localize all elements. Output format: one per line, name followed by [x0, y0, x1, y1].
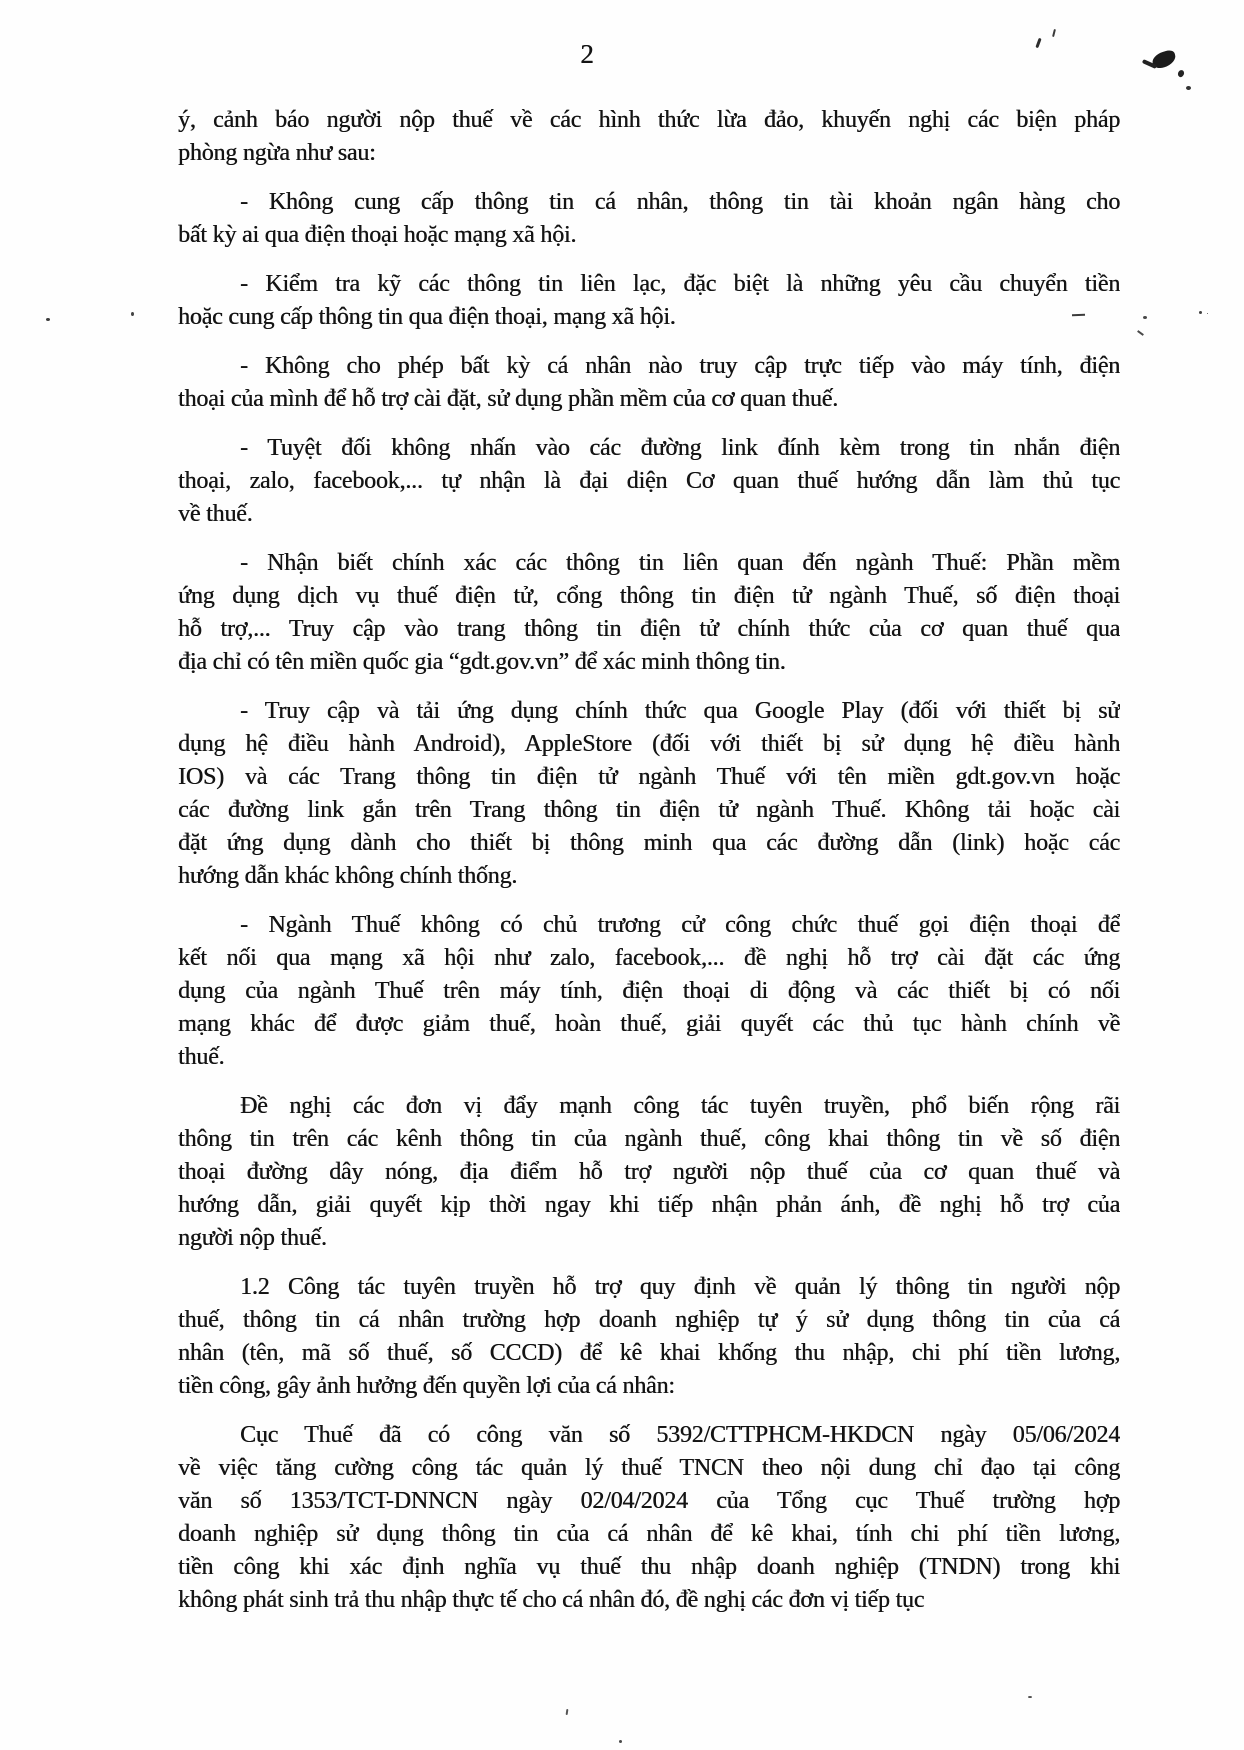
text-line: đặt ứng dụng dành cho thiết bị thông minh qua các đường dẫn (link) hoặc các — [178, 830, 1120, 856]
text-line: hướng dẫn khác không chính thống. — [178, 863, 518, 889]
text-line: Đề nghị các đơn vị đẩy mạnh công tác tuyên truyền, phổ biến rộng rãi — [240, 1093, 1120, 1119]
text-line: bất kỳ ai qua điện thoại hoặc mạng xã hội. — [178, 222, 577, 248]
text-line: - Tuyệt đối không nhấn vào các đường link đính kèm trong tin nhắn điện — [240, 435, 1120, 461]
paragraph — [178, 1419, 1120, 1617]
text-line: dụng hệ điều hành Android), AppleStore (đối với thiết bị sử dụng hệ điều hành — [178, 731, 1120, 757]
paragraph — [178, 104, 1120, 170]
text-line: phòng ngừa như sau: — [178, 140, 376, 166]
text-line: thông tin trên các kênh thông tin của ngành thuế, công khai thông tin về số điện — [178, 1126, 1120, 1152]
text-line: không phát sinh trả thu nhập thực tế cho cá nhân đó, đề nghị các đơn vị tiếp tục — [178, 1587, 925, 1613]
scan-speck — [1028, 1696, 1032, 1698]
paragraph — [178, 432, 1120, 531]
paragraph — [178, 909, 1120, 1074]
document-body — [178, 104, 1120, 1633]
text-line: - Nhận biết chính xác các thông tin liên quan đến ngành Thuế: Phần mềm — [240, 550, 1120, 576]
text-line: về thuế. — [178, 501, 253, 527]
text-line: về việc tăng cường công tác quản lý thuế TNCN theo nội dung chỉ đạo tại công — [178, 1455, 1120, 1481]
text-line: Cục Thuế đã có công văn số 5392/CTTPHCM-HKDCN ngày 05/06/2024 — [240, 1422, 1120, 1448]
text-line: thoại của mình để hỗ trợ cài đặt, sử dụng phần mềm của cơ quan thuế. — [178, 386, 838, 412]
text-line: ứng dụng dịch vụ thuế điện tử, cổng thông tin điện tử ngành Thuế, số điện thoại — [178, 583, 1120, 609]
text-line: địa chỉ có tên miền quốc gia “gdt.gov.vn” để xác minh thông tin. — [178, 649, 786, 675]
text-line: văn số 1353/TCT-DNNCN ngày 02/04/2024 của Tổng cục Thuế trường hợp — [178, 1488, 1120, 1514]
scan-smudge-tick — [1052, 29, 1056, 37]
text-line: nhân (tên, mã số thuế, số CCCD) để kê khai khống thu nhập, chi phí tiền lương, — [178, 1340, 1120, 1366]
text-line: - Kiểm tra kỹ các thông tin liên lạc, đặc biệt là những yêu cầu chuyển tiền — [240, 271, 1120, 297]
paragraph — [178, 695, 1120, 893]
scan-speck — [619, 1740, 622, 1743]
text-line: người nộp thuế. — [178, 1225, 327, 1251]
text-line: các đường link gắn trên Trang thông tin điện tử ngành Thuế. Không tải hoặc cài — [178, 797, 1120, 823]
scan-smudge-tick — [1035, 38, 1041, 48]
text-line: thoại, zalo, facebook,... tự nhận là đại diện Cơ quan thuế hướng dẫn làm thủ tục — [178, 468, 1120, 494]
text-line: hoặc cung cấp thông tin qua điện thoại, mạng xã hội. — [178, 304, 676, 330]
scan-speck — [131, 312, 134, 316]
text-line: - Ngành Thuế không có chủ trương cử công chức thuế gọi điện thoại để — [240, 912, 1120, 938]
paragraph — [178, 268, 1120, 334]
scan-speck — [46, 318, 50, 321]
text-line: kết nối qua mạng xã hội như zalo, facebook,... đề nghị hỗ trợ cài đặt các ứng — [178, 945, 1120, 971]
text-line: thuế, thông tin cá nhân trường hợp doanh nghiệp tự ý sử dụng thông tin của cá — [178, 1307, 1120, 1333]
text-line: thuế. — [178, 1044, 225, 1070]
text-line: dụng của ngành Thuế trên máy tính, điện thoại di động và các thiết bị có nối — [178, 978, 1120, 1004]
page-number: 2 — [580, 39, 594, 69]
text-line: tiền công khi xác định nghĩa vụ thuế thu nhập doanh nghiệp (TNDN) trong khi — [178, 1554, 1120, 1580]
text-line: hỗ trợ,... Truy cập vào trang thông tin điện tử chính thức của cơ quan thuế qua — [178, 616, 1120, 642]
text-line: tiền công, gây ảnh hưởng đến quyền lợi của cá nhân: — [178, 1373, 675, 1399]
scan-speck — [1137, 330, 1144, 336]
paragraph — [178, 350, 1120, 416]
text-line: thoại đường dây nóng, địa điểm hỗ trợ người nộp thuế của cơ quan thuế và — [178, 1159, 1120, 1185]
paragraph — [178, 547, 1120, 679]
text-line: mạng khác để được giảm thuế, hoàn thuế, giải quyết các thủ tục hành chính về — [178, 1011, 1120, 1037]
text-line: - Không cung cấp thông tin cá nhân, thông tin tài khoản ngân hàng cho — [240, 189, 1120, 215]
text-line: - Không cho phép bất kỳ cá nhân nào truy cập trực tiếp vào máy tính, điện — [240, 353, 1120, 379]
text-line: doanh nghiệp sử dụng thông tin của cá nhân để kê khai, tính chi phí tiền lương, — [178, 1521, 1120, 1547]
scan-smudge-blob — [1176, 69, 1185, 78]
paragraph — [178, 1090, 1120, 1255]
paragraph — [178, 1271, 1120, 1403]
text-line: IOS) và các Trang thông tin điện tử ngành Thuế với tên miền gdt.gov.vn hoặc — [178, 764, 1120, 790]
scan-speck — [1199, 311, 1202, 314]
paragraph — [178, 186, 1120, 252]
scan-speck — [566, 1709, 569, 1715]
text-line: hướng dẫn, giải quyết kịp thời ngay khi tiếp nhận phản ánh, đề nghị hỗ trợ của — [178, 1192, 1120, 1218]
text-line: - Truy cập và tải ứng dụng chính thức qua Google Play (đối với thiết bị sử — [240, 698, 1120, 724]
scan-speck — [1143, 316, 1147, 319]
text-line: 1.2 Công tác tuyên truyền hỗ trợ quy định về quản lý thông tin người nộp — [240, 1274, 1120, 1300]
text-line: ý, cảnh báo người nộp thuế về các hình thức lừa đảo, khuyến nghị các biện pháp — [178, 107, 1120, 133]
scan-speck — [1186, 86, 1191, 90]
